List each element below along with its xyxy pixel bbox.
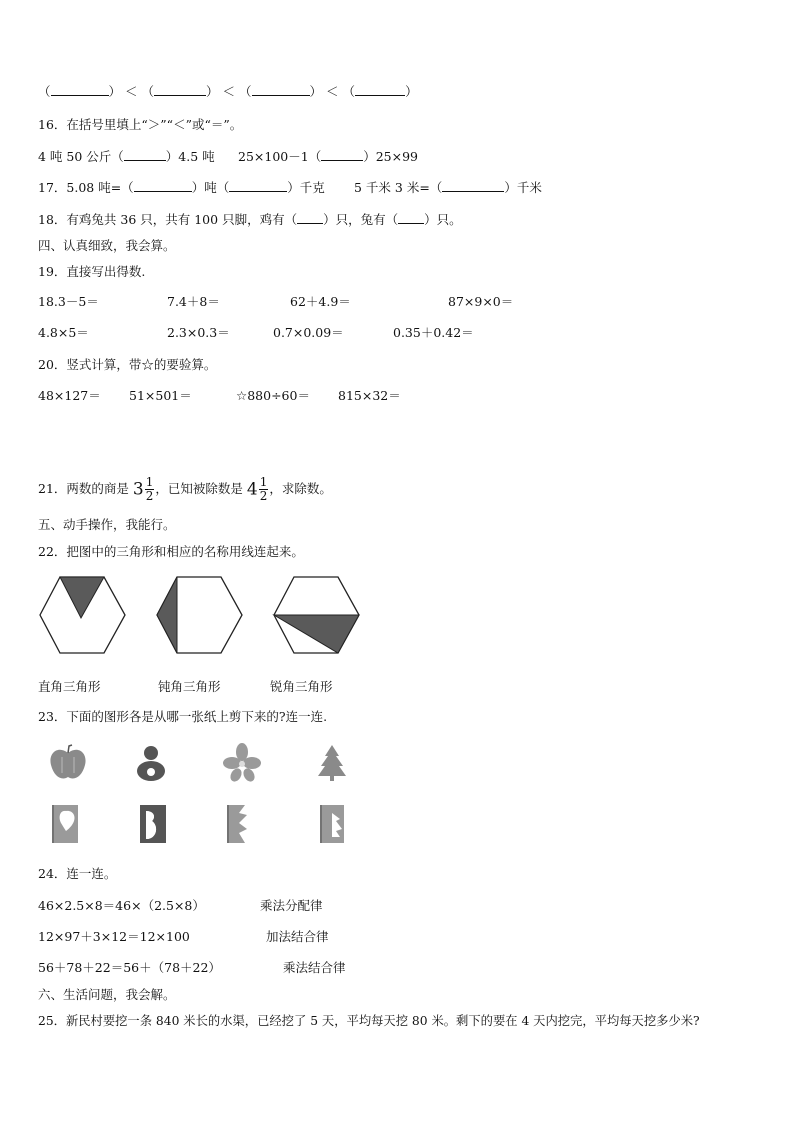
q18: 18．有鸡兔共 36 只，共有 100 只脚，鸡有（ ）只，兔有（ ）只。 <box>38 212 462 227</box>
cut-paper-flower[interactable] <box>225 803 257 845</box>
q16-title: 16．在括号里填上“＞”“＜”或“＝”。 <box>38 117 243 132</box>
q19-item: 2.3×0.3＝ <box>167 325 230 340</box>
fraction: $\frac{1}{2}$ <box>145 475 154 503</box>
q24-left-item[interactable]: 46×2.5×8＝46×（2.5×8） <box>38 898 205 913</box>
q24-right-item[interactable]: 乘法分配律 <box>260 898 323 913</box>
section-6-heading: 六、生活问题，我会解。 <box>38 987 176 1002</box>
q24-right-item[interactable]: 乘法结合律 <box>283 960 346 975</box>
hexagon-figure-2[interactable] <box>155 575 245 655</box>
q21: 21．两数的商是 3 $\frac{1}{2}$ ，已知被除数是 4 $\frac{1}{2}$ ，求除数。 <box>38 475 332 503</box>
q19-item: 87×9×0＝ <box>448 294 514 309</box>
q20-item: 48×127＝ <box>38 388 101 403</box>
cut-paper-apple[interactable] <box>50 803 82 845</box>
q25: 25．新民村要挖一条 840 米长的水渠，已经挖了 5 天，平均每天挖 80 米。剩下的要在 4 天内挖完，平均每天挖多少米? <box>38 1014 700 1028</box>
hexagon-figure-1[interactable] <box>38 575 128 655</box>
cut-paper-gourd[interactable] <box>138 803 170 845</box>
answer-blank[interactable] <box>297 211 323 224</box>
q24-right-item[interactable]: 加法结合律 <box>266 929 329 944</box>
answer-blank[interactable] <box>442 179 504 192</box>
gourd-shape-icon[interactable] <box>133 743 169 783</box>
answer-blank[interactable] <box>321 148 363 161</box>
cut-paper-tree[interactable] <box>318 803 350 845</box>
q20-item: ☆880÷60＝ <box>236 388 310 403</box>
q24-title: 24．连一连。 <box>38 866 117 881</box>
q15-blank-row: （ ） ＜ （ ） ＜ （ ） ＜ （ ） <box>38 84 418 99</box>
answer-blank[interactable] <box>229 179 287 192</box>
q20-title: 20．竖式计算，带☆的要验算。 <box>38 357 217 372</box>
answer-blank[interactable] <box>124 148 166 161</box>
triangle-name-right[interactable]: 直角三角形 <box>38 679 101 694</box>
q22-title: 22．把图中的三角形和相应的名称用线连起来。 <box>38 544 304 559</box>
section-4-heading: 四、认真细致，我会算。 <box>38 238 176 253</box>
q24-left-item[interactable]: 56＋78＋22＝56＋（78＋22） <box>38 960 221 975</box>
triangle-name-acute[interactable]: 锐角三角形 <box>270 679 333 694</box>
answer-blank[interactable] <box>154 83 206 96</box>
hexagon-figure-3[interactable] <box>272 575 362 655</box>
q20-item: 815×32＝ <box>338 388 401 403</box>
answer-blank[interactable] <box>398 211 424 224</box>
q16-compare-b: 25×100－1（ ）25×99 <box>238 149 418 164</box>
triangle-name-obtuse[interactable]: 钝角三角形 <box>158 679 221 694</box>
fraction: $\frac{1}{2}$ <box>259 475 268 503</box>
answer-blank[interactable] <box>355 83 405 96</box>
answer-blank[interactable] <box>252 83 310 96</box>
answer-blank[interactable] <box>51 83 109 96</box>
q17-part2: 5 千米 3 米=（ ）千米 <box>354 180 542 195</box>
flower-shape-icon[interactable] <box>222 743 262 783</box>
q20-item: 51×501＝ <box>129 388 192 403</box>
q19-item: 62＋4.9＝ <box>290 294 351 309</box>
q24-left-item[interactable]: 12×97＋3×12＝12×100 <box>38 929 190 944</box>
q19-item: 0.35＋0.42＝ <box>393 325 474 340</box>
q19-item: 4.8×5＝ <box>38 325 89 340</box>
q16-compare-a: 4 吨 50 公斤（ ）4.5 吨 <box>38 149 215 164</box>
apple-shape-icon[interactable] <box>48 743 88 783</box>
q19-item: 18.3－5＝ <box>38 294 99 309</box>
q17: 17．5.08 吨=（ ）吨（ ）千克 <box>38 180 325 195</box>
tree-shape-icon[interactable] <box>316 743 348 783</box>
q19-title: 19．直接写出得数. <box>38 264 146 279</box>
q19-item: 7.4＋8＝ <box>167 294 220 309</box>
section-5-heading: 五、动手操作，我能行。 <box>38 517 176 532</box>
q19-item: 0.7×0.09＝ <box>273 325 344 340</box>
q23-title: 23．下面的图形各是从哪一张纸上剪下来的?连一连. <box>38 709 328 724</box>
answer-blank[interactable] <box>134 179 192 192</box>
